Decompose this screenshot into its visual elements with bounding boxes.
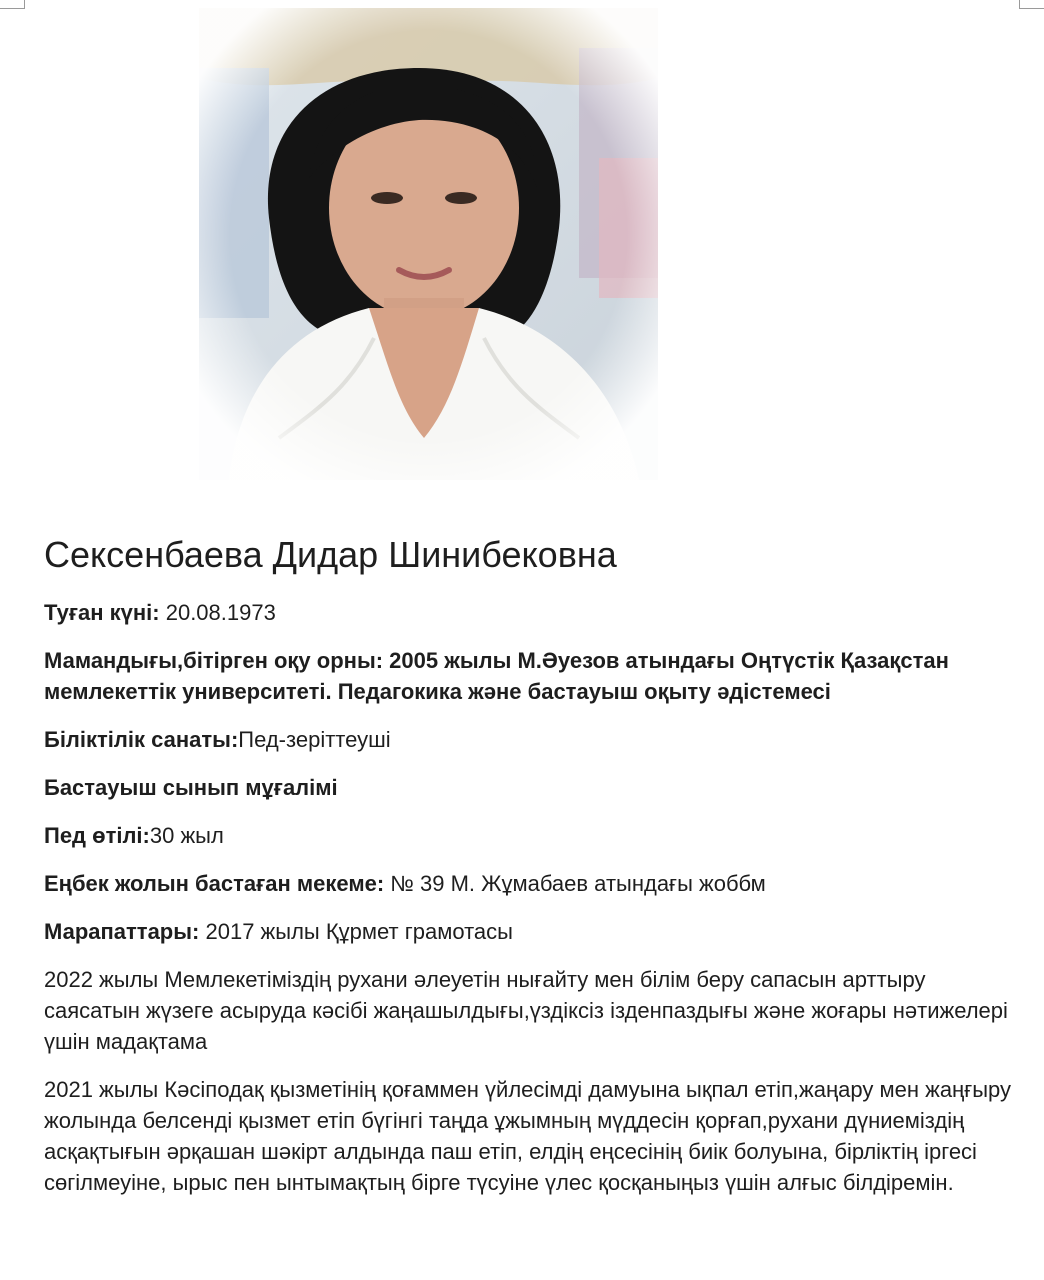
position-text: Бастауыш сынып мұғалімі <box>44 775 338 800</box>
page-corner-left <box>0 0 25 9</box>
person-name: Сексенбаева Дидар Шинибековна <box>44 534 617 575</box>
award-2021-paragraph: 2021 жылы Кәсіподақ қызметінің қоғаммен үйлесімді дамуына ықпал етіп,жаңару мен жаңғыру жолында белсенді қызмет етіп бүгінгі таңда ұжымның мүддесін қорғап,рухани дүниеміздің асқақтығын әрқашан шәкірт алдында паш етіп, елдің еңсесінің биік болуына, бірліктің іргесі сөгілмеуіне, ырыс пен ынтымақтың бірге түсуіне үлес қосқаныңыз үшін алғыс білдіремін. <box>44 1077 1012 1195</box>
award-2022-paragraph: 2022 жылы Мемлекетіміздің рухани әлеуетін нығайту мен білім беру сапасын арттыру саясатын жүзеге асыруда кәсібі жаңашылдығы,үздіксіз ізденпаздығы және жоғары нәтижелері үшін мадақтама <box>44 967 1008 1054</box>
profile-details <box>44 597 1014 1215</box>
category-label: Біліктілік санаты: <box>44 727 239 752</box>
workplace-label: Еңбек жолын бастаған мекеме: <box>44 871 385 896</box>
experience-row <box>44 820 1014 851</box>
experience-value: 30 жыл <box>149 823 224 848</box>
birth-date-value: 20.08.1973 <box>159 600 276 625</box>
awards-row <box>44 916 1014 947</box>
birth-date-label: Туған күні: <box>44 600 160 625</box>
education-row <box>44 645 1014 707</box>
portrait-photo <box>199 8 658 480</box>
category-row <box>44 724 1014 755</box>
experience-label: Пед өтілі: <box>44 823 150 848</box>
awards-label: Марапаттары: <box>44 919 200 944</box>
position-row <box>44 772 1014 803</box>
awards-value: 2017 жылы Құрмет грамотасы <box>199 919 513 944</box>
workplace-value: № 39 М. Жұмабаев атындағы жоббм <box>384 871 766 896</box>
category-value: Пед-зеріттеуші <box>238 727 391 752</box>
page-corner-right <box>1019 0 1044 9</box>
birth-date-row <box>44 597 1014 628</box>
workplace-row <box>44 868 1014 899</box>
education-text: Мамандығы,бітірген оқу орны: 2005 жылы М.Әуезов атындағы Оңтүстік Қазақстан мемлекеттік университеті. Педагокика және бастауыш оқыту әдістемесі <box>44 648 949 704</box>
